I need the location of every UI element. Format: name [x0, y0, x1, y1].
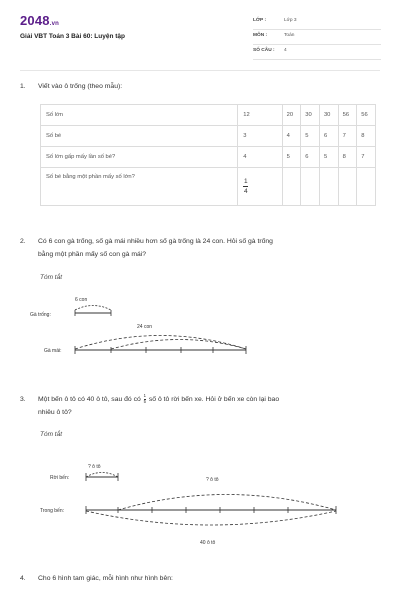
meta-info: [253, 15, 381, 60]
page-header: [0, 0, 400, 70]
table-cell: 4: [238, 147, 282, 168]
question-text-line1: Có 6 con gà trống, số gà mái nhiều hơn số gà trống là 24 con. Hỏi số gà trống: [38, 238, 273, 245]
meta-row-class: [253, 15, 381, 30]
brace-middle: [111, 340, 246, 350]
text-part-a: Một bến ô tô có 40 ô tô, sau đó có: [38, 396, 141, 403]
table-row: [41, 126, 376, 147]
table-cell-label: Số bé bằng một phần mấy số lớn?: [41, 168, 238, 206]
table-row: [41, 105, 376, 126]
table-cell: 3: [238, 126, 282, 147]
fraction-bar: [243, 186, 248, 187]
meta-value: Toán: [284, 33, 295, 38]
table-row: [41, 168, 376, 206]
table-row: [41, 147, 376, 168]
table-cell-empty: [357, 168, 376, 206]
meta-label: MÔN :: [253, 33, 268, 38]
table-cell: 6: [319, 126, 338, 147]
brace-roi-ben: [86, 473, 118, 478]
table-cell-label: Số lớn gấp mấy lần số bé?: [41, 147, 238, 168]
meta-label: LỚP :: [253, 18, 267, 23]
question-text-line2: nhiêu ô tô?: [38, 409, 72, 416]
table-cell: 7: [357, 147, 376, 168]
table-cell-label: Số lớn: [41, 105, 238, 126]
fraction: [243, 177, 248, 196]
text-part-b: số ô tô rời bến xe. Hỏi ở bến xe còn lại bao: [148, 396, 280, 403]
label-ga-mai: Gà mái:: [44, 348, 62, 354]
table-cell: 5: [319, 147, 338, 168]
table-cell: 5: [301, 126, 320, 147]
label-q-oto-1: ? ô tô: [88, 464, 101, 470]
diagram-chickens: [0, 290, 400, 365]
label-24-con: 24 con: [137, 324, 153, 330]
logo-suffix: .vn: [49, 21, 60, 27]
inline-fraction: [144, 394, 146, 404]
label-trong-ben: Trong bến:: [40, 508, 64, 514]
question-number: 3.: [20, 396, 26, 403]
question-text: Cho 6 hình tam giác, mỗi hình như hình bên:: [38, 575, 173, 582]
question-number: 2.: [20, 238, 26, 245]
meta-label: SỐ CÂU :: [253, 48, 275, 53]
meta-row-count: [253, 45, 381, 60]
table-cell: 4: [282, 126, 301, 147]
site-logo[interactable]: [20, 13, 59, 28]
table-cell: 8: [357, 126, 376, 147]
table-cell: 7: [338, 126, 357, 147]
fraction-denominator: 5: [143, 398, 147, 404]
table-cell: 30: [301, 105, 320, 126]
table-cell: 30: [319, 105, 338, 126]
brace-con-lai: [118, 495, 336, 511]
table-cell: 6: [301, 147, 320, 168]
question-text-line2: bằng một phần mấy số con gà mái?: [38, 251, 147, 258]
fraction-numerator: 1: [143, 393, 147, 399]
diagram-cars: [0, 455, 400, 555]
ratio-table: [40, 104, 376, 206]
table-cell: 20: [282, 105, 301, 126]
brace-total: [86, 511, 336, 525]
question-3: [20, 394, 380, 418]
meta-value: 4: [284, 48, 287, 53]
question-4: [20, 573, 380, 585]
table-cell-label: Số bé: [41, 126, 238, 147]
label-6-con: 6 con: [75, 297, 88, 303]
question-number: 1.: [20, 83, 26, 90]
label-roi-ben: Rời bến:: [50, 475, 70, 481]
table-cell: 8: [338, 147, 357, 168]
table-cell: 56: [338, 105, 357, 126]
table-cell-empty: [319, 168, 338, 206]
question-number: 4.: [20, 575, 26, 582]
table-cell-empty: [301, 168, 320, 206]
fraction-numerator: 1: [243, 178, 248, 185]
fraction-denominator: 4: [243, 188, 248, 195]
logo-main: 2048: [20, 13, 50, 28]
summary-label: Tóm tắt: [40, 431, 63, 438]
brace-top: [75, 306, 111, 311]
table-cell-fraction: [238, 168, 282, 206]
table-cell: 5: [282, 147, 301, 168]
meta-row-subject: [253, 30, 381, 45]
label-q-oto-2: ? ô tô: [206, 477, 219, 483]
table-cell-empty: [338, 168, 357, 206]
question-text-line1: [38, 394, 279, 405]
summary-label: Tóm tắt: [40, 274, 63, 281]
meta-value: Lớp 3: [284, 18, 297, 23]
brace-upper: [75, 336, 246, 350]
question-2: [20, 236, 380, 260]
question-text: Viết vào ô trống (theo mẫu):: [38, 83, 123, 90]
header-divider: [20, 70, 380, 71]
page-title: Giải VBT Toán 3 Bài 60: Luyện tập: [20, 33, 125, 40]
table-cell-empty: [282, 168, 301, 206]
table-cell: 12: [238, 105, 282, 126]
question-1: [20, 81, 380, 93]
label-40-oto: 40 ô tô: [200, 540, 216, 546]
table-cell: 56: [357, 105, 376, 126]
label-ga-trong: Gà trống:: [30, 312, 51, 318]
